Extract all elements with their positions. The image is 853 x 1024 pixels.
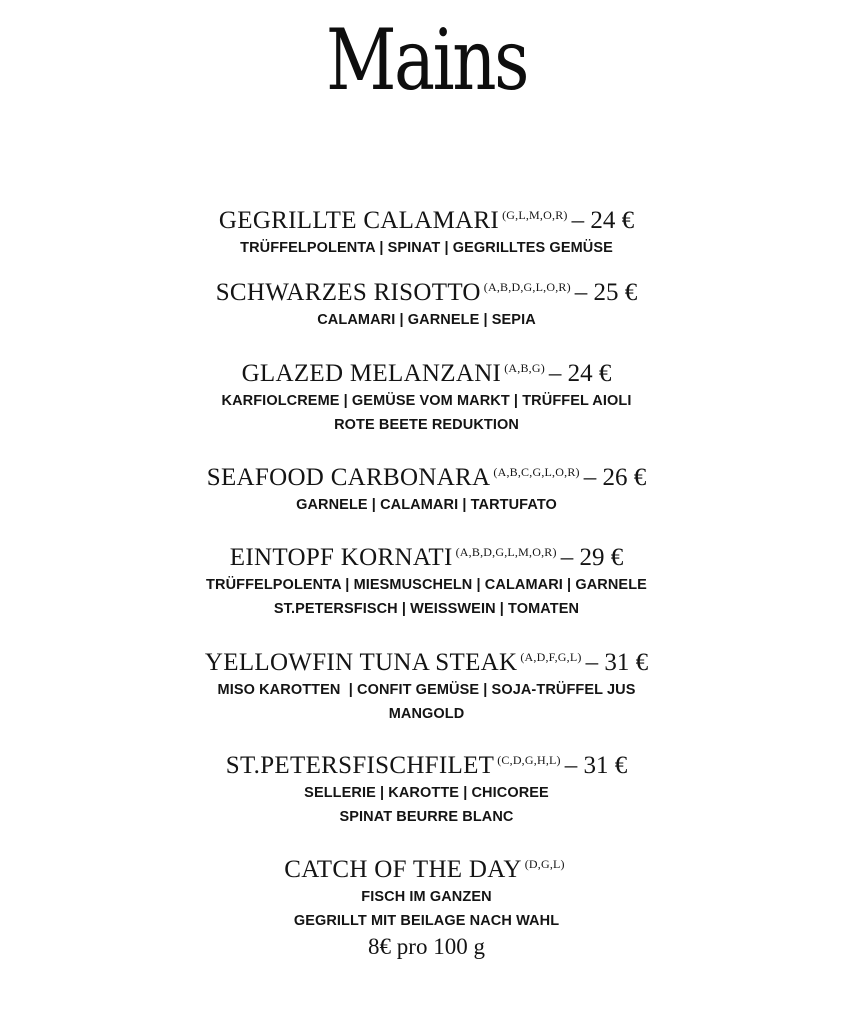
item-allergens: (A,D,F,G,L) xyxy=(520,650,582,664)
menu-item-seafood-carbonara xyxy=(0,457,853,517)
item-name: CATCH OF THE DAY xyxy=(284,856,522,883)
menu-item-gegrillte-calamari xyxy=(0,200,853,260)
item-name: ST.PETERSFISCHFILET xyxy=(225,752,495,779)
item-description: SELLERIE | KAROTTE | CHICOREE xyxy=(304,785,549,801)
item-description: ROTE BEETE REDUKTION xyxy=(334,417,519,433)
menu-item-catch-of-the-day xyxy=(0,849,853,961)
item-price-per-weight: 8€ pro 100 g xyxy=(368,934,485,959)
item-allergens: (C,D,G,H,L) xyxy=(497,753,561,767)
item-description: ST.PETERSFISCH | WEISSWEIN | TOMATEN xyxy=(273,601,580,617)
item-allergens: (A,B,C,G,L,O,R) xyxy=(493,465,580,479)
menu-item-schwarzes-risotto xyxy=(0,272,853,332)
item-price: – 26 € xyxy=(583,464,647,491)
item-allergens: (A,B,D,G,L,M,O,R) xyxy=(455,545,557,559)
item-description: SPINAT BEURRE BLANC xyxy=(339,809,514,825)
menu-item-eintopf-kornati xyxy=(0,537,853,621)
item-name: EINTOPF KORNATI xyxy=(229,544,453,571)
item-description: GARNELE | CALAMARI | TARTUFATO xyxy=(296,497,557,513)
item-description: CALAMARI | GARNELE | SEPIA xyxy=(317,312,536,328)
item-price: – 29 € xyxy=(560,544,624,571)
menu-item-glazed-melanzani xyxy=(0,353,853,437)
item-price: – 24 € xyxy=(548,360,612,387)
menu-item-st-petersfischfilet xyxy=(0,745,853,829)
item-allergens: (G,L,M,O,R) xyxy=(502,208,568,222)
item-allergens: (D,G,L) xyxy=(524,857,565,871)
item-description: TRÜFFELPOLENTA | MIESMUSCHELN | CALAMARI | GARNELE xyxy=(206,577,647,593)
item-name: GEGRILLTE CALAMARI xyxy=(218,207,500,234)
item-price: – 25 € xyxy=(574,279,638,306)
menu-item-yellowfin-tuna-steak xyxy=(0,642,853,726)
item-name: GLAZED MELANZANI xyxy=(241,360,502,387)
item-price: – 31 € xyxy=(564,752,628,779)
item-description: FISCH IM GANZEN xyxy=(361,889,492,905)
item-allergens: (A,B,G) xyxy=(504,361,545,375)
item-name: YELLOWFIN TUNA STEAK xyxy=(204,649,518,676)
page-title: Mains xyxy=(325,11,528,109)
item-name: SCHWARZES RISOTTO xyxy=(215,279,481,306)
item-description: MISO KAROTTEN | CONFIT GEMÜSE | SOJA-TRÜFFEL JUS xyxy=(217,682,636,698)
item-description: TRÜFFELPOLENTA | SPINAT | GEGRILLTES GEMÜSE xyxy=(240,240,613,256)
item-price: – 24 € xyxy=(571,207,635,234)
item-price: – 31 € xyxy=(585,649,649,676)
item-name: SEAFOOD CARBONARA xyxy=(206,464,491,491)
item-description: MANGOLD xyxy=(388,706,465,722)
item-description: KARFIOLCREME | GEMÜSE VOM MARKT | TRÜFFEL AIOLI xyxy=(221,393,632,409)
item-description: GEGRILLT MIT BEILAGE NACH WAHL xyxy=(293,913,560,929)
item-allergens: (A,B,D,G,L,O,R) xyxy=(483,280,571,294)
